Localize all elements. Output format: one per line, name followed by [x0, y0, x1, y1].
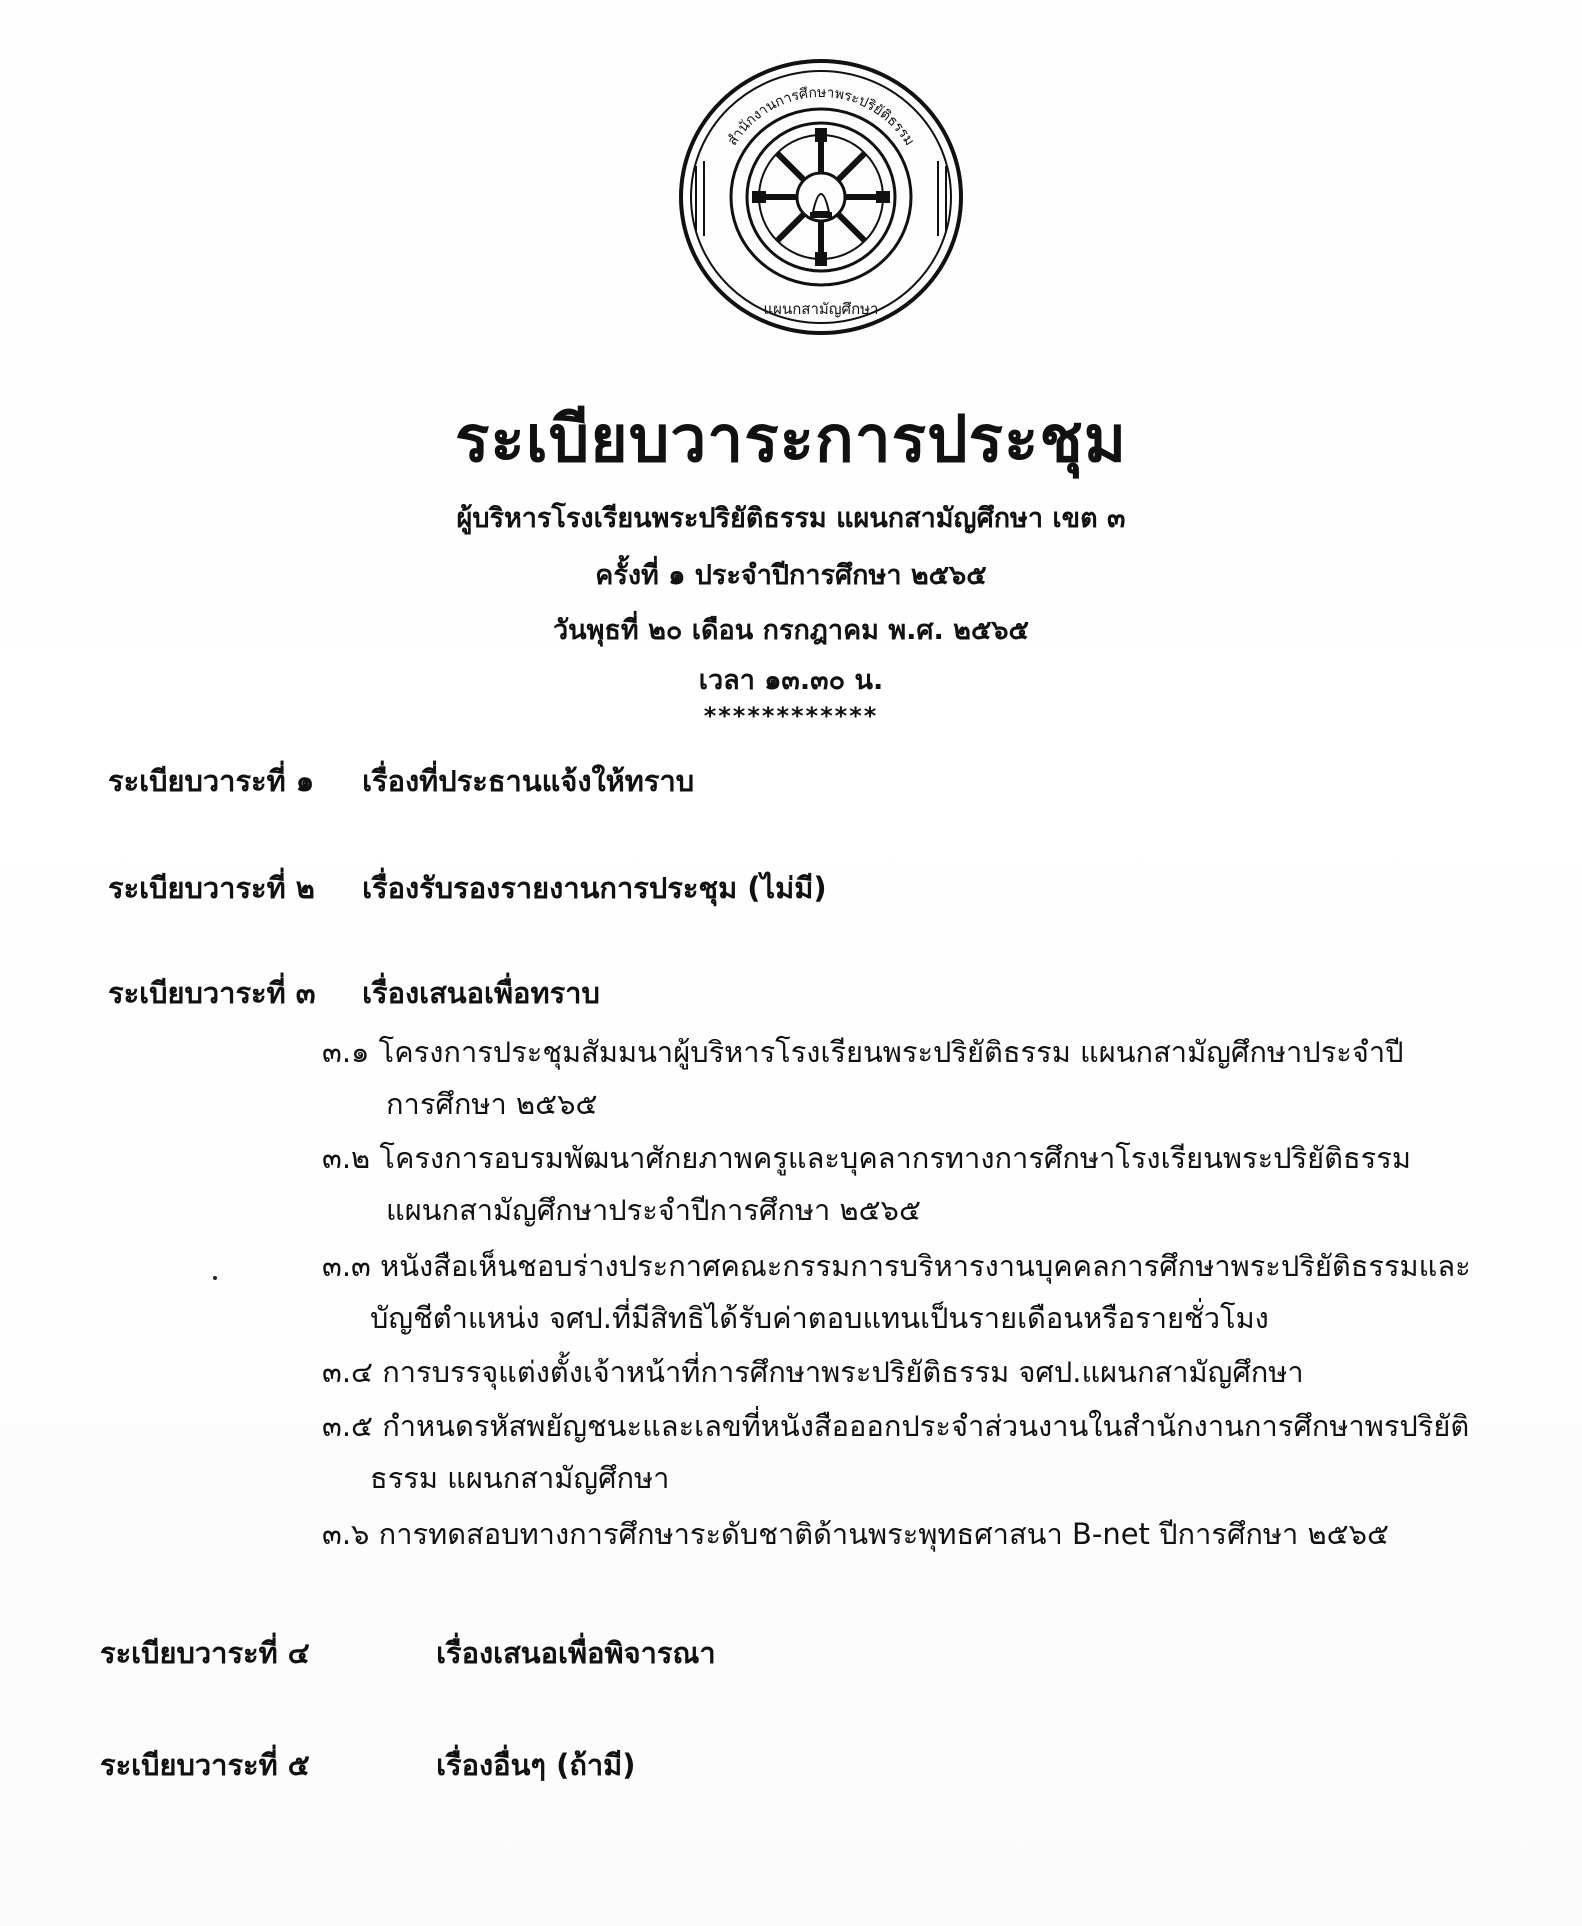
- seal-bottom-text: แผนกสามัญศึกษา: [763, 300, 879, 318]
- sub-item-3-6: [322, 1508, 1389, 1560]
- agenda-topic: เรื่องเสนอเพื่อพิจารณา: [436, 1636, 716, 1670]
- sub-item-continuation: การศึกษา ๒๕๖๕: [386, 1087, 598, 1121]
- sub-item-3-1: [322, 1026, 1404, 1130]
- sub-item-text: ๓.๔ การบรรจุแต่งตั้งเจ้าหน้าที่การศึกษาพระปริยัติธรรม จศป.แผนกสามัญศึกษา: [322, 1355, 1304, 1389]
- agenda-topic: เรื่องรับรองรายงานการประชุม (ไม่มี): [362, 871, 827, 905]
- agenda-topic: เรื่องอื่นๆ (ถ้ามี): [436, 1748, 636, 1782]
- sub-item-text: ๓.๑ โครงการประชุมสัมมนาผู้บริหารโรงเรียนพระปริยัติธรรม แผนกสามัญศึกษาประจำปี: [322, 1035, 1404, 1069]
- separator-stars: ************: [703, 702, 879, 730]
- agenda-number: ระเบียบวาระที่ ๕: [100, 1748, 310, 1782]
- sub-item-3-2: [322, 1132, 1411, 1236]
- agenda-number: ระเบียบวาระที่ ๑: [108, 764, 315, 798]
- subtitle-time: เวลา ๑๓.๓๐ น.: [698, 665, 884, 696]
- document-title: ระเบียบวาระการประชุม: [454, 403, 1128, 477]
- sub-item-continuation: บัญชีตำแหน่ง จศป.ที่มีสิทธิได้รับค่าตอบแทนเป็นรายเดือนหรือรายชั่วโมง: [370, 1301, 1269, 1335]
- subtitle-date: วันพุธที่ ๒๐ เดือน กรกฎาคม พ.ศ. ๒๕๖๕: [552, 615, 1029, 646]
- sub-item-text: ๓.๕ กำหนดรหัสพยัญชนะและเลขที่หนังสือออกประจำส่วนงานในสำนักงานการศึกษาพรปริยัติ: [322, 1409, 1470, 1443]
- agenda-topic: เรื่องเสนอเพื่อทราบ: [362, 976, 600, 1010]
- agenda-number: ระเบียบวาระที่ ๒: [108, 871, 315, 905]
- sub-item-3-5: [322, 1400, 1469, 1504]
- agenda-item-3: [108, 970, 600, 1016]
- sub-item-3-3: [322, 1240, 1471, 1344]
- agenda-number: ระเบียบวาระที่ ๔: [100, 1636, 310, 1670]
- seal-top-text: สำนักงานการศึกษาพระปริยัติธรรม: [724, 84, 918, 149]
- sub-item-text: ๓.๒ โครงการอบรมพัฒนาศักยภาพครูและบุคลากรทางการศึกษาโรงเรียนพระปริยัติธรรม: [322, 1141, 1411, 1175]
- agenda-number: ระเบียบวาระที่ ๓: [108, 976, 316, 1010]
- agenda-item-5: [100, 1742, 636, 1788]
- sub-item-text: ๓.๖ การทดสอบทางการศึกษาระดับชาติด้านพระพุทธศาสนา B-net ปีการศึกษา ๒๕๖๕: [322, 1517, 1389, 1551]
- organization-seal: [676, 56, 966, 338]
- agenda-topic: เรื่องที่ประธานแจ้งให้ทราบ: [362, 764, 695, 798]
- stray-dot: [213, 1276, 217, 1280]
- sub-item-3-4: [322, 1346, 1304, 1398]
- agenda-item-1: [108, 758, 694, 804]
- subtitle-committee: ผู้บริหารโรงเรียนพระปริยัติธรรม แผนกสามัญศึกษา เขต ๓: [456, 503, 1126, 534]
- sub-item-text: ๓.๓ หนังสือเห็นชอบร่างประกาศคณะกรรมการบริหารงานบุคคลการศึกษาพระปริยัติธรรมและ: [322, 1249, 1471, 1283]
- agenda-item-2: [108, 865, 827, 911]
- subtitle-session: ครั้งที่ ๑ ประจำปีการศึกษา ๒๕๖๕: [595, 560, 987, 591]
- sub-item-continuation: ธรรม แผนกสามัญศึกษา: [370, 1461, 670, 1495]
- sub-item-continuation: แผนกสามัญศึกษาประจำปีการศึกษา ๒๕๖๕: [386, 1193, 921, 1227]
- agenda-item-4: [100, 1630, 716, 1676]
